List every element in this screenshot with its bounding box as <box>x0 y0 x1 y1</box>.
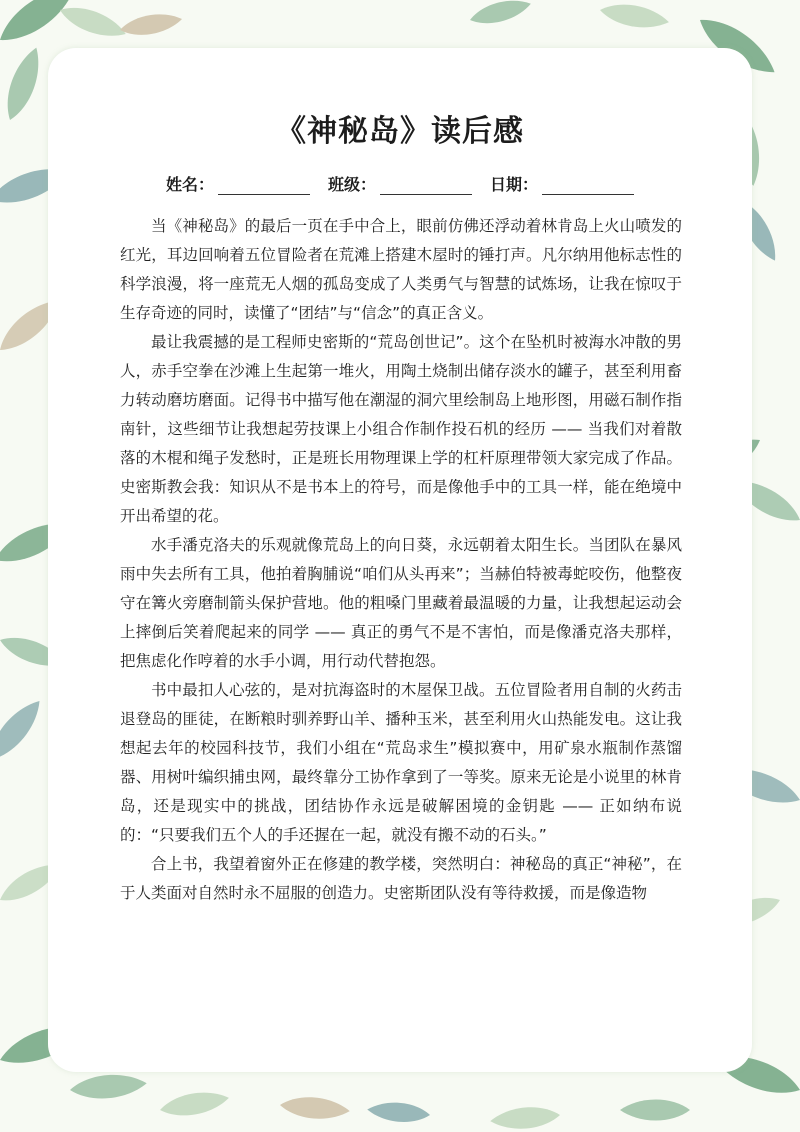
leaf-icon <box>69 1072 148 1102</box>
leaf-icon <box>468 0 534 29</box>
name-field <box>166 172 310 195</box>
date-field <box>490 172 634 195</box>
name-label: 姓名： <box>165 175 214 194</box>
name-blank-line[interactable] <box>218 176 310 195</box>
date-blank-line[interactable] <box>542 176 634 195</box>
leaf-icon <box>56 0 129 44</box>
leaf-icon <box>0 0 82 51</box>
paragraph: 最让我震撼的是工程师史密斯的“荒岛创世记”。这个在坠机时被海水冲散的男人，赤手空拳在沙滩上生起第一堆火，用陶土烧制出储存淡水的罐子，甚至利用畜力转动磨坊磨面。记得书中描写他在潮湿的洞穴里绘制岛上地形图，用磁石制作指南针，这些细节让我想起劳技课上小组合作制作投石机的经历 —— 当我们对着散落的木棍和绳子发愁时，正是班长用物理课上学的杠杆原理带领大家完成了作品。史密斯教会我：知识从不是书本上的符号，而是像他手中的工具一样，能在绝境中开出希望的花。 <box>120 333 682 525</box>
paper-sheet <box>48 48 752 1072</box>
leaf-icon <box>279 1095 351 1122</box>
leaf-icon <box>0 694 48 768</box>
leaf-icon <box>118 10 183 40</box>
class-blank-line[interactable] <box>380 176 472 195</box>
leaf-icon <box>366 1100 430 1124</box>
paragraph: 书中最扣人心弦的，是对抗海盗时的木屋保卫战。五位冒险者用自制的火药击退登岛的匪徒，在断粮时驯养野山羊、播种玉米，甚至利用火山热能发电。这让我想起去年的校园科技节，我们小组在“荒岛求生”模拟赛中，用矿泉水瓶制作蒸馏器、用树叶编织捕虫网，最终靠分工协作拿到了一等奖。原来无论是小说里的林肯岛，还是现实中的挑战，团结协作永远是破解困境的金钥匙 —— 正如纳布说的：“只要我们五个人的手还握在一起，就没有搬不动的石头。” <box>120 681 682 844</box>
student-info-row <box>48 172 752 195</box>
leaf-icon <box>598 0 671 32</box>
class-field <box>328 172 472 195</box>
paragraph: 合上书，我望着窗外正在修建的教学楼，突然明白：神秘岛的真正“神秘”，在于人类面对自然时永不屈服的创造力。史密斯团队没有等待救援，而是像造物 <box>120 855 682 902</box>
class-label: 班级： <box>327 175 376 194</box>
leaf-icon <box>620 1100 690 1121</box>
paragraph: 当《神秘岛》的最后一页在手中合上，眼前仿佛还浮动着林肯岛上火山喷发的红光，耳边回响着五位冒险者在荒滩上搭建木屋时的锤打声。凡尔纳用他标志性的科学浪漫，将一座荒无人烟的孤岛变成了人类勇气与智慧的试炼场，让我在惊叹于生存奇迹的同时，读懂了“团结”与“信念”的真正含义。 <box>120 217 682 322</box>
page-title: 《神秘岛》读后感 <box>276 114 524 149</box>
leaf-icon <box>489 1105 561 1132</box>
paragraph: 水手潘克洛夫的乐观就像荒岛上的向日葵，永远朝着太阳生长。当团队在暴风雨中失去所有工具，他拍着胸脯说“咱们从头再来”；当赫伯特被毒蛇咬伤，他整夜守在篝火旁磨制箭头保护营地。他的粗嗓门里藏着最温暖的力量，让我想起运动会上摔倒后笑着爬起来的同学 —— 真正的勇气不是不害怕，而是像潘克洛夫那样，把焦虑化作哼着的水手小调，用行动代替抱怨。 <box>120 536 682 670</box>
date-label: 日期： <box>490 175 539 194</box>
leaf-icon <box>158 1088 231 1121</box>
essay-body <box>120 212 682 908</box>
leaf-icon <box>0 44 47 124</box>
